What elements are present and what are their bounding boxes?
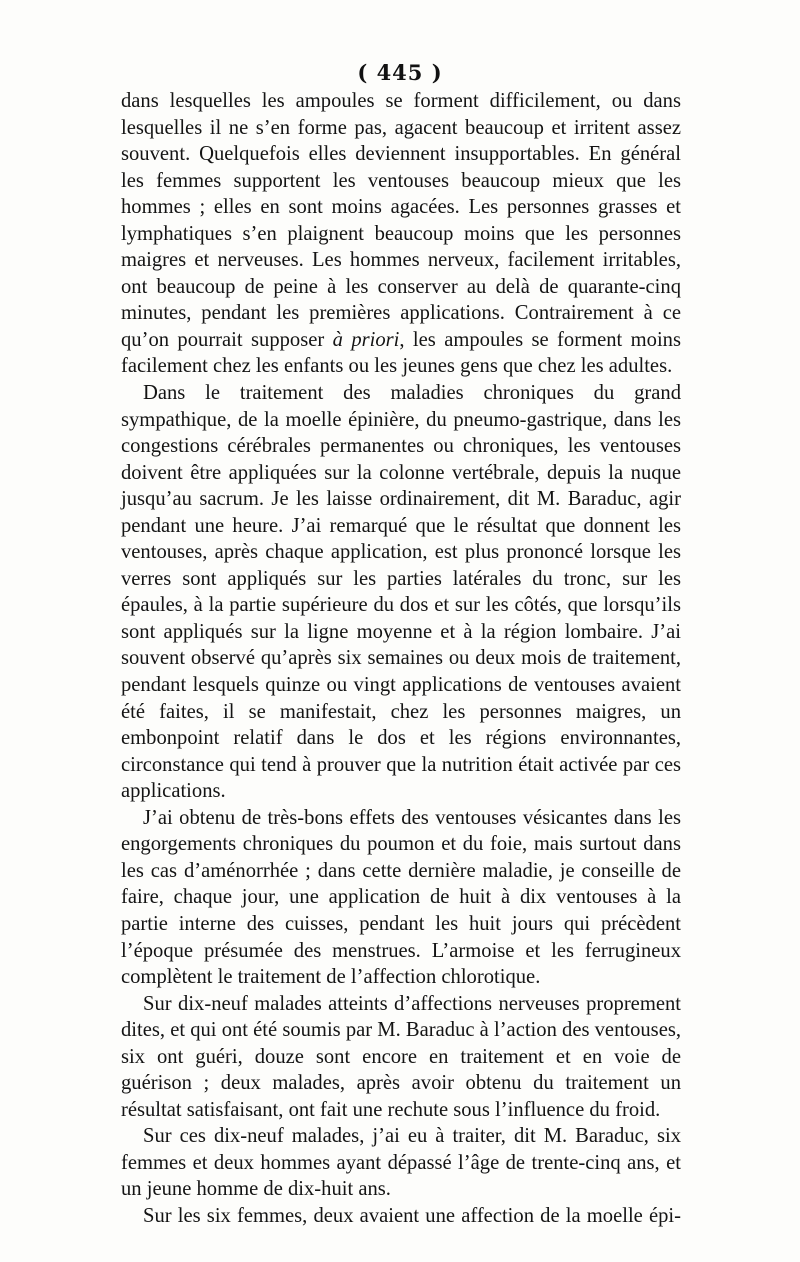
italic-term: à priori [332, 328, 400, 351]
paragraph-1-text: dans lesquelles les ampoules se forment difficilement, ou dans lesquelles il ne s’en forme pas, agacent beaucoup et irritent assez souvent. Quelquefois elles deviennent insupportables. En général les femmes supportent les ventouses beaucoup mieux que les hommes ; elles en sont moins agacées. Les personnes grasses et lymphatiques s’en plaignent beaucoup moins que les personnes maigres et nerveuses. Les hommes nerveux, facilement irritables, ont beaucoup de peine à les conserver au delà de quarante-cinq minutes, pendant les premières applications. Contrairement à ce qu’on pourrait supposer [121, 90, 681, 351]
page-number: ( 445 ) [357, 60, 443, 85]
paragraph-1-text-end: , les ampoules se forment moins facilement chez les enfants ou les jeunes gens que chez les adultes. [121, 328, 681, 378]
paragraph-4: Sur dix-neuf malades atteints d’affections nerveuses proprement dites, et qui ont été soumis par M. Baraduc à l’action des ventouses, six ont guéri, douze sont encore en traitement et en voie de guérison ; deux malades, après avoir obtenu du traitement un résultat satisfaisant, ont fait une rechute sous l’influence du froid. [121, 992, 681, 1121]
paragraph-6: Sur les six femmes, deux avaient une affection de la moelle épi- [143, 1204, 681, 1227]
paragraph-3: J’ai obtenu de très-bons effets des ventouses vésicantes dans les engorgements chroniques du poumon et du foie, mais surtout dans les cas d’aménorrhée ; dans cette dernière maladie, je conseille de faire, chaque jour, une application de huit à dix ventouses à la partie interne des cuisses, pendant les huit jours qui précèdent l’époque présumée des menstrues. L’armoise et les ferrugineux complètent le traitement de l’affection chlorotique. [121, 806, 681, 989]
paragraph-2: Dans le traitement des maladies chroniques du grand sympathique, de la moelle épinière, du pneumo-gastrique, dans les congestions cérébrales permanentes ou chroniques, les ventouses doivent être appliquées sur la colonne vertébrale, depuis la nuque jusqu’au sacrum. Je les laisse ordinairement, dit M. Baraduc, agir pendant une heure. J’ai remarqué que le résultat que donnent les ventouses, après chaque application, est plus prononcé lorsque les verres sont appliqués sur les parties latérales du tronc, sur les épaules, à la partie supérieure du dos et sur les côtés, que lorsqu’ils sont appliqués sur la ligne moyenne et à la région lombaire. J’ai souvent observé qu’après six semaines ou deux mois de traitement, pendant lesquels quinze ou vingt applications de ventouses avaient été faites, il se manifestait, chez les personnes maigres, un embonpoint relatif dans le dos et les régions environnantes, circonstance qui tend à prouver que la nutrition était activée par ces applications. [121, 382, 681, 803]
paragraph-1 [121, 88, 681, 380]
paragraph-5: Sur ces dix-neuf malades, j’ai eu à traiter, dit M. Baraduc, six femmes et deux hommes ayant dépassé l’âge de trente-cinq ans, et un jeune homme de dix-huit ans. [121, 1125, 681, 1201]
body-text [121, 88, 681, 1230]
